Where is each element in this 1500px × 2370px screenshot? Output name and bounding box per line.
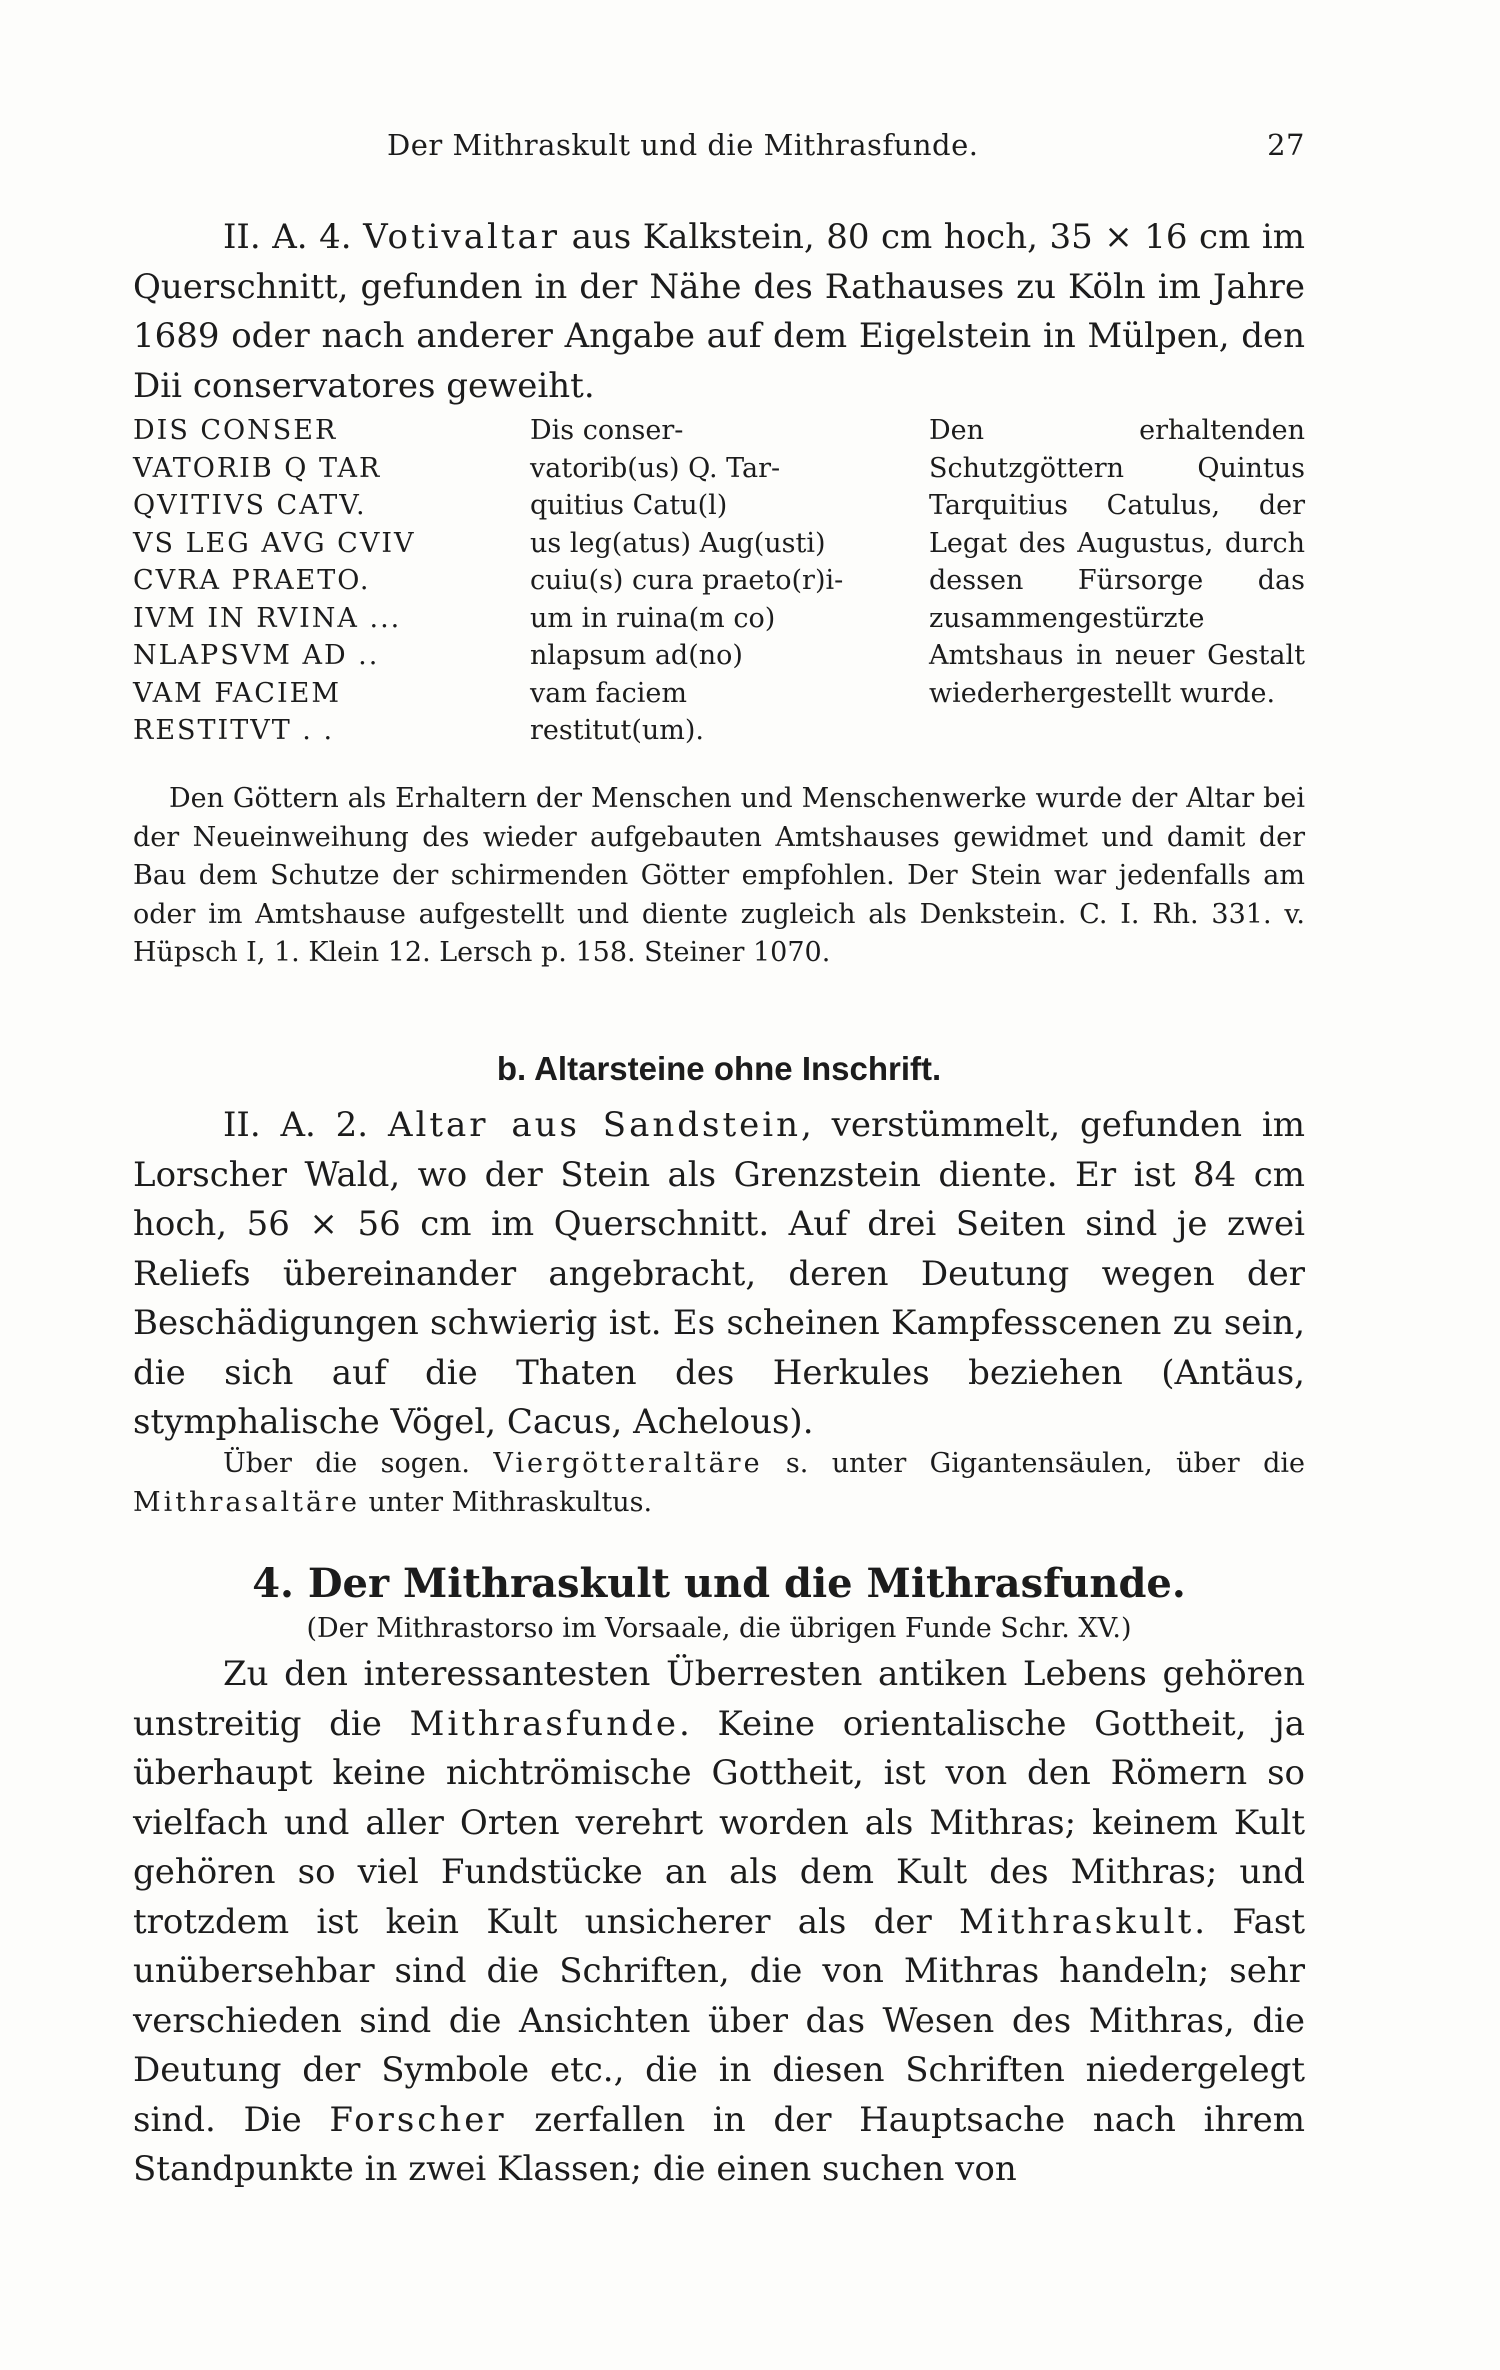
- expanded-line: restitut(um).: [530, 715, 704, 746]
- note-paragraph: Den Göttern als Erhaltern der Menschen und Menschenwerke wurde der Altar bei der Neueinweihung des wieder aufgebauten Amtshauses gewidmet und damit der Bau dem Schutze der schirmenden Götter empfohlen. Der Stein war jedenfalls am oder im Amtshause aufgestellt und diente zugleich als Denkstein. C. I. Rh. 331. v. Hüpsch I, 1. Klein 12. Lersch p. 158. Steiner 1070.: [133, 783, 1305, 968]
- note-text: Über die sogen.: [223, 1448, 494, 1479]
- expanded-line: nlapsum ad(no): [530, 640, 743, 671]
- entry-votivaltar: [133, 213, 1305, 411]
- inscription-line: QVITIVS CATV.: [133, 490, 367, 521]
- expanded-line: cuiu(s) cura praeto(r)i-: [530, 565, 844, 596]
- section-paragraph: [133, 1650, 1305, 2195]
- expanded-line: quitius Catu(l): [530, 490, 728, 521]
- note-term: Mithrasaltäre: [133, 1486, 360, 1518]
- note-term: Viergötteraltäre: [493, 1448, 763, 1479]
- inscription-line: VATORIB Q TAR: [133, 452, 382, 484]
- note-text: unter Mithraskultus.: [359, 1486, 653, 1518]
- inscription-expanded: [530, 412, 930, 750]
- inscription-original: [133, 412, 513, 750]
- expanded-line: vatorib(us) Q. Tar-: [530, 452, 781, 484]
- entry-title: Altar aus Sandstein: [387, 1105, 802, 1145]
- section-term: Mithraskult: [959, 1901, 1195, 1942]
- section-text: Zu den interessantesten Überresten antiken Lebens gehören unstreitig die: [133, 1654, 1305, 1744]
- note-paragraph: [133, 1445, 1305, 1522]
- altar-note: [133, 1445, 1305, 1522]
- entry-ref: II. A. 2.: [223, 1105, 369, 1145]
- expanded-line: um in ruina(m co): [530, 602, 776, 634]
- inscription-line: RESTITVT . .: [133, 715, 335, 746]
- running-title: Der Mithraskult und die Mithrasfunde.: [387, 128, 979, 162]
- section-location-note: (Der Mithrastorso im Vorsaale, die übrigen Funde Schr. XV.): [306, 1613, 1132, 1644]
- inscription-translation: Den erhaltenden Schutzgöttern Quintus Tarquitius Catulus, der Legat des Augustus, durch dessen Fürsorge das zusammengestürzte Amtshaus in neuer Gestalt wiederhergestellt wurde.: [929, 415, 1305, 709]
- page-number: 27: [1267, 128, 1305, 162]
- entry-altar-paragraph: [133, 1101, 1305, 1448]
- entry-altar: [133, 1101, 1305, 1448]
- section-text: zerfallen in der Hauptsache nach ihrem Standpunkte in zwei Klassen; die einen suchen von: [133, 2099, 1305, 2189]
- inscription-line: NLAPSVM AD ..: [133, 640, 380, 671]
- inscription-line: VAM FACIEM: [133, 677, 341, 709]
- entry-votivaltar-note: [133, 780, 1305, 973]
- section-term: Mithrasfunde: [409, 1703, 680, 1744]
- subheading: b. Altarsteine ohne Inschrift.: [496, 1050, 942, 1087]
- entry-votivaltar-paragraph: [133, 213, 1305, 411]
- inscription-line: DIS CONSER: [133, 415, 338, 446]
- section-term: Forscher: [329, 2099, 507, 2140]
- note-text: s. unter Gigantensäulen, über die: [762, 1448, 1305, 1479]
- inscription-line: IVM IN RVINA ...: [133, 602, 402, 634]
- entry-text: , verstümmelt, gefunden im Lorscher Wald, wo der Stein als Grenzstein diente. Er ist 84 cm hoch, 56 ⨯ 56 cm im Querschnitt. Auf drei Seiten sind je zwei Reliefs übereinander angebracht, deren Deutung wegen der Beschädigungen schwierig ist. Es scheinen Kampfesscenen zu sein, die sich auf die Thaten des Herkules beziehen (Antäus, stymphalische Vögel, Cacus, Achelous).: [133, 1105, 1305, 1442]
- entry-title: Votivaltar: [363, 217, 561, 257]
- expanded-line: us leg(atus) Aug(usti): [530, 527, 826, 559]
- entry-ref: II. A. 4.: [223, 217, 352, 257]
- section-text: . Keine orientalische Gottheit, ja überhaupt keine nichtrömische Gottheit, ist von den Römern so vielfach und aller Orten verehrt worden als Mithras; keinem Kult gehören so viel Fundstücke an als dem Kult des Mithras; und trotzdem ist kein Kult unsicherer als der: [133, 1703, 1305, 1942]
- inscription-line: CVRA PRAETO.: [133, 565, 371, 596]
- section-heading: 4. Der Mithraskult und die Mithrasfunde.: [252, 1560, 1186, 1607]
- entry-text: aus Kalkstein, 80 cm hoch, 35 ⨯ 16 cm im Querschnitt, gefunden in der Nähe des Rathauses zu Köln im Jahre 1689 oder nach anderer Angabe auf dem Eigelstein in Mülpen, den Dii conservatores geweiht.: [133, 217, 1305, 406]
- expanded-line: vam faciem: [530, 677, 687, 709]
- section-body: [133, 1650, 1305, 2195]
- section-text: . Fast unübersehbar sind die Schriften, die von Mithras handeln; sehr verschieden sind die Ansichten über das Wesen des Mithras, die Deutung der Symbole etc., die in diesen Schriften niedergelegt sind. Die: [133, 1901, 1305, 2140]
- inscription-line: VS LEG AVG CVIV: [133, 527, 416, 559]
- expanded-line: Dis conser-: [530, 415, 684, 446]
